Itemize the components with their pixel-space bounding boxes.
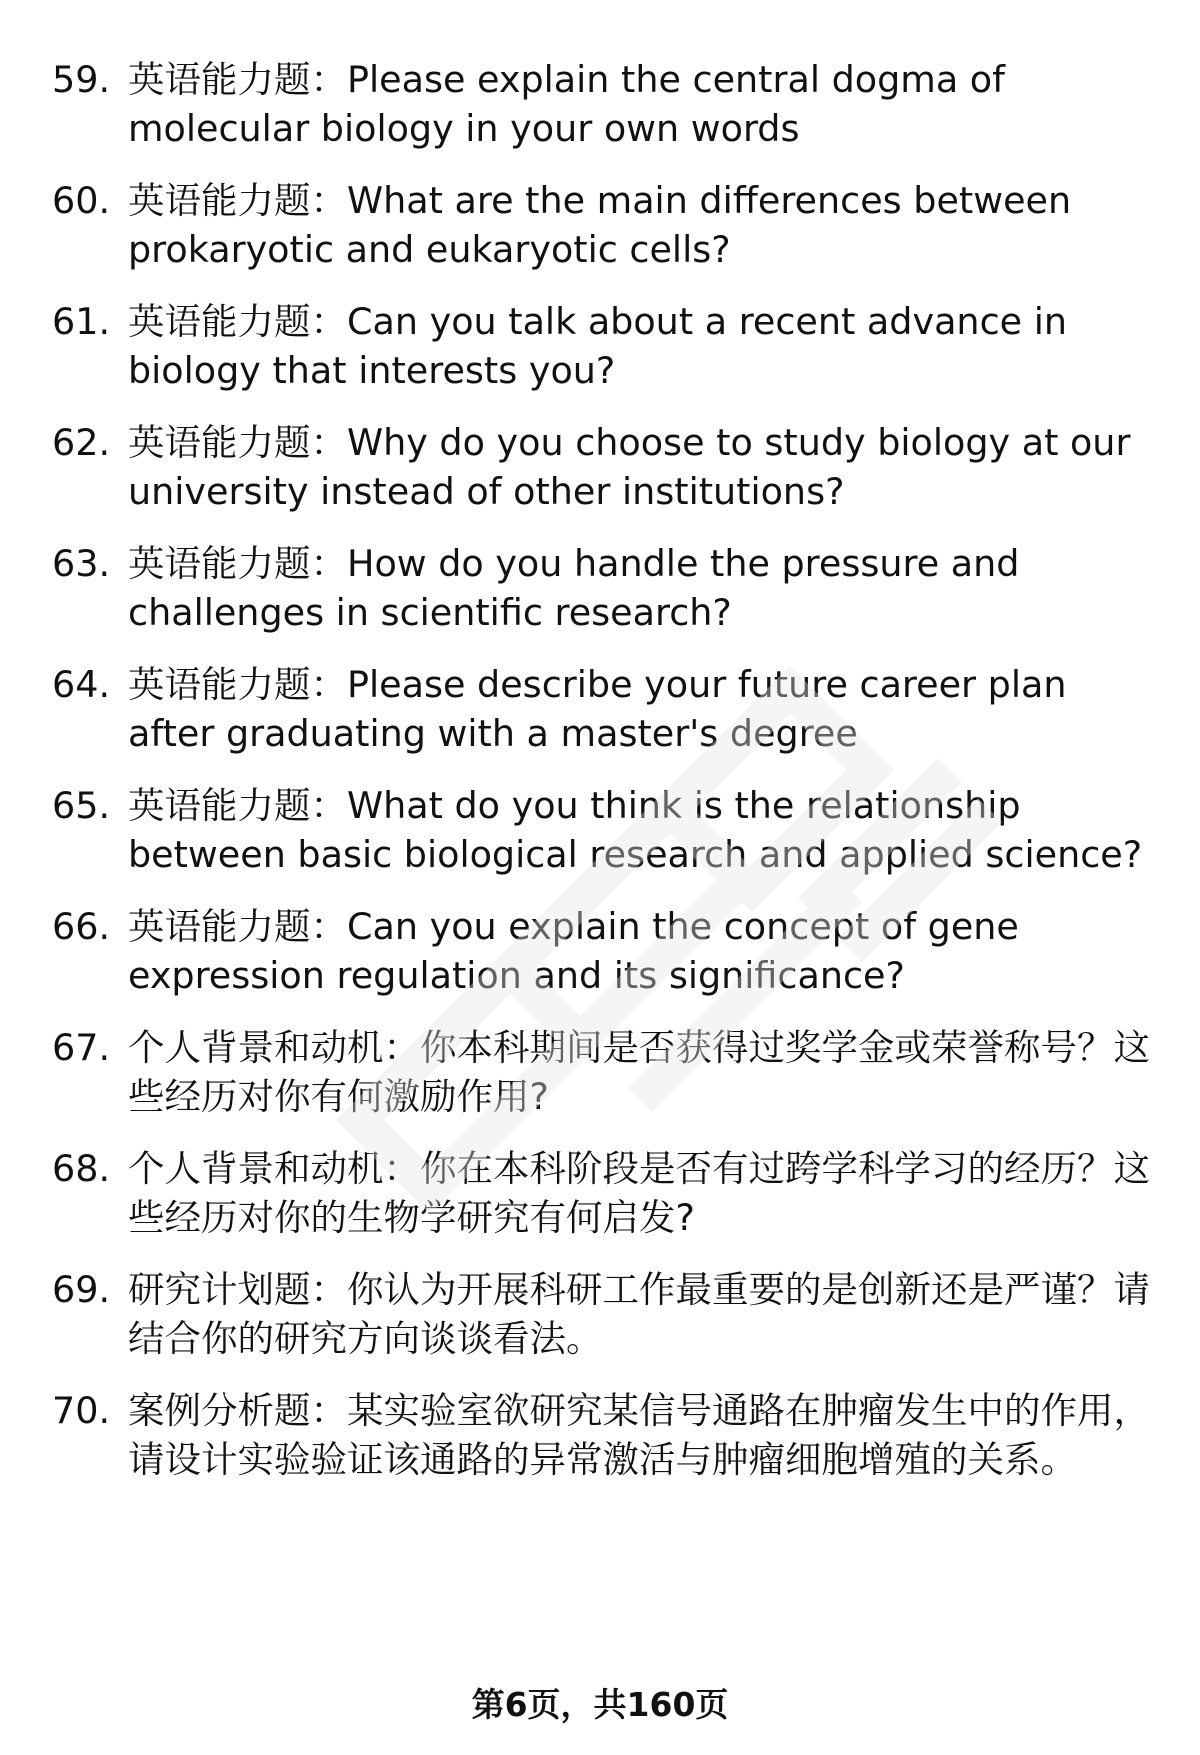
question-list <box>52 55 1160 1484</box>
question-text: Please describe your future career plan after graduating with a master's degree <box>128 663 1067 755</box>
question-body <box>128 660 1160 758</box>
question-number: 65. <box>52 784 111 827</box>
question-category: 英语能力题： <box>128 421 347 464</box>
question-body <box>128 1023 1160 1121</box>
question-body <box>128 55 1160 153</box>
question-category: 英语能力题： <box>128 905 347 948</box>
question-number: 68. <box>52 1147 111 1190</box>
question-text: What do you think is the relationship between basic biological research and applied science? <box>128 784 1143 876</box>
question-body <box>128 176 1160 274</box>
question-text: Please explain the central dogma of molecular biology in your own words <box>128 58 1005 150</box>
question-body <box>128 539 1160 637</box>
question-category: 英语能力题： <box>128 784 347 827</box>
question-item <box>52 781 1160 879</box>
question-body <box>128 1144 1160 1242</box>
question-category: 个人背景和动机： <box>128 1026 420 1069</box>
question-number: 66. <box>52 905 111 948</box>
question-item <box>52 1023 1160 1121</box>
question-body <box>128 1265 1160 1363</box>
question-body <box>128 297 1160 395</box>
question-item <box>52 902 1160 1000</box>
question-text: Can you talk about a recent advance in biology that interests you? <box>128 300 1067 392</box>
question-item <box>52 418 1160 516</box>
question-number: 69. <box>52 1268 111 1311</box>
question-number: 63. <box>52 542 111 585</box>
question-number: 59. <box>52 58 111 101</box>
question-category: 英语能力题： <box>128 300 347 343</box>
question-item <box>52 1265 1160 1363</box>
question-number: 62. <box>52 421 111 464</box>
question-item <box>52 176 1160 274</box>
question-category: 案例分析题： <box>128 1389 347 1432</box>
question-number: 70. <box>52 1389 111 1432</box>
question-category: 英语能力题： <box>128 58 347 101</box>
question-item <box>52 1144 1160 1242</box>
question-text: Can you explain the concept of gene expression regulation and its significance? <box>128 905 1019 997</box>
question-text: How do you handle the pressure and challenges in scientific research? <box>128 542 1020 634</box>
question-item <box>52 660 1160 758</box>
question-category: 英语能力题： <box>128 542 347 585</box>
question-text: 你本科期间是否获得过奖学金或荣誉称号？这些经历对你有何激励作用? <box>128 1026 1150 1118</box>
question-body <box>128 781 1160 879</box>
question-text: 你在本科阶段是否有过跨学科学习的经历？这些经历对你的生物学研究有何启发? <box>128 1147 1150 1239</box>
question-number: 67. <box>52 1026 111 1069</box>
question-number: 60. <box>52 179 111 222</box>
question-body <box>128 418 1160 516</box>
question-text: Why do you choose to study biology at our university instead of other institutions? <box>128 421 1131 513</box>
question-item <box>52 297 1160 395</box>
question-body <box>128 902 1160 1000</box>
question-category: 个人背景和动机： <box>128 1147 420 1190</box>
question-item <box>52 539 1160 637</box>
question-number: 61. <box>52 300 111 343</box>
question-body <box>128 1386 1160 1484</box>
question-category: 研究计划题： <box>128 1268 347 1311</box>
question-category: 英语能力题： <box>128 663 347 706</box>
question-text: What are the main differences between prokaryotic and eukaryotic cells? <box>128 179 1072 271</box>
question-number: 64. <box>52 663 111 706</box>
question-category: 英语能力题： <box>128 179 347 222</box>
question-text: 某实验室欲研究某信号通路在肿瘤发生中的作用，请设计实验验证该通路的异常激活与肿瘤细胞增殖的关系。 <box>128 1389 1150 1481</box>
question-text: 你认为开展科研工作最重要的是创新还是严谨？请结合你的研究方向谈谈看法。 <box>128 1268 1150 1360</box>
page-footer: 第6页，共160页 <box>471 1685 729 1724</box>
question-item <box>52 55 1160 153</box>
question-item <box>52 1386 1160 1484</box>
